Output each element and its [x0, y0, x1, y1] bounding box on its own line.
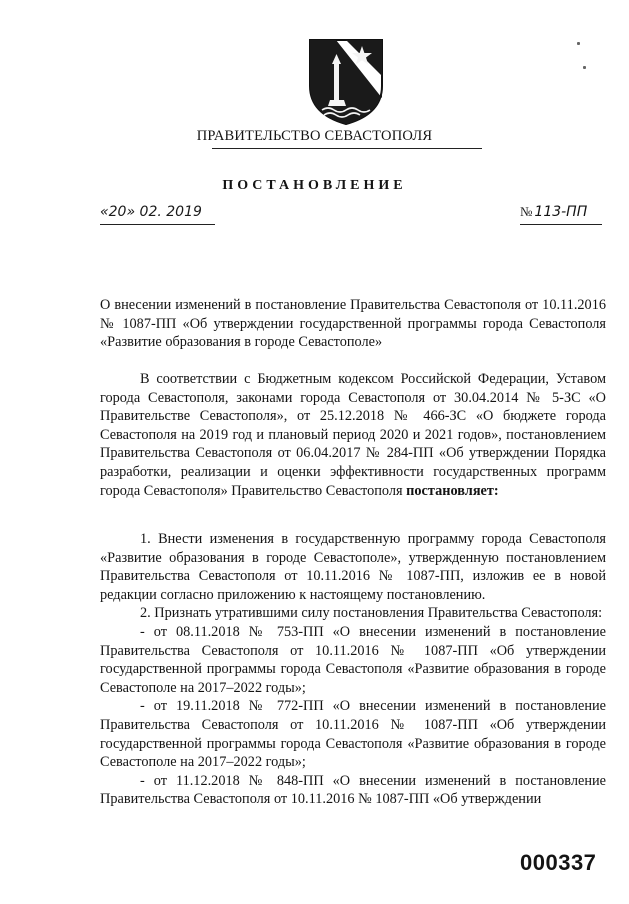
scan-speck	[583, 66, 586, 69]
document-date: «20» 02. 2019	[100, 204, 215, 225]
government-title: ПРАВИТЕЛЬСТВО СЕВАСТОПОЛЯ	[196, 128, 433, 144]
document-subject: О внесении изменений в постановление Правительства Севастополя от 10.11.2016 № 1087-ПП «Об утверждении государственной программы города Севастополя «Развитие образования в городе Севастополе»	[100, 297, 606, 351]
coat-of-arms-emblem	[306, 36, 386, 126]
list-item: - от 08.11.2018 № 753-ПП «О внесении изменений в постановление Правительства Севастополя от 10.11.2016 № 1087-ПП «Об утверждении государственной программы города Севастополя «Развитие образования в городе Севастополе на 2017–2022 годы»;	[100, 623, 606, 696]
number-value: 113-ПП	[534, 204, 588, 220]
document-number	[520, 204, 602, 225]
list-item: - от 11.12.2018 № 848-ПП «О внесении изменений в постановление Правительства Севастополя от 10.11.2016 № 1087-ПП «Об утверждении	[100, 772, 606, 808]
scan-speck	[577, 42, 580, 45]
number-prefix: №	[520, 204, 533, 219]
header-divider	[212, 148, 482, 149]
list-item: 1. Внести изменения в государственную программу города Севастополя «Развитие образования в городе Севастополе», утвержденную постановлением Правительства Севастополя от 10.11.2016 № 1087-ПП, изложив ее в новой редакции согласно приложению к настоящему постановлению.	[100, 531, 606, 603]
registration-number: 000337	[520, 850, 597, 875]
decree-items	[100, 530, 606, 809]
coat-of-arms-icon	[306, 36, 386, 126]
preamble-paragraph	[100, 370, 606, 500]
preamble-text: В соответствии с Бюджетным кодексом Российской Федерации, Уставом города Севастополя, законами города Севастополя от 30.04.2014 № 5-ЗС «О Правительстве Севастополя», от 25.12.2018 № 466-ЗС «О бюджете города Севастополя на 2019 год и плановый период 2020 и 2021 годов», постановлением Правительства Севастополя от 06.04.2017 № 284-ПП «Об утверждении Порядка разработки, реализации и оценки эффективности государственных программ города Севастополя» Правительство Севастополя	[100, 371, 606, 499]
document-type-heading: ПОСТАНОВЛЕНИЕ	[222, 178, 407, 193]
list-item: - от 19.11.2018 № 772-ПП «О внесении изменений в постановление Правительства Севастополя от 10.11.2016 № 1087-ПП «Об утверждении государственной программы города Севастополя «Развитие образования в городе Севастополе на 2017–2022 годы»;	[100, 698, 606, 771]
list-item: 2. Признать утратившими силу постановления Правительства Севастополя:	[140, 605, 603, 622]
decree-word: постановляет:	[406, 482, 499, 499]
